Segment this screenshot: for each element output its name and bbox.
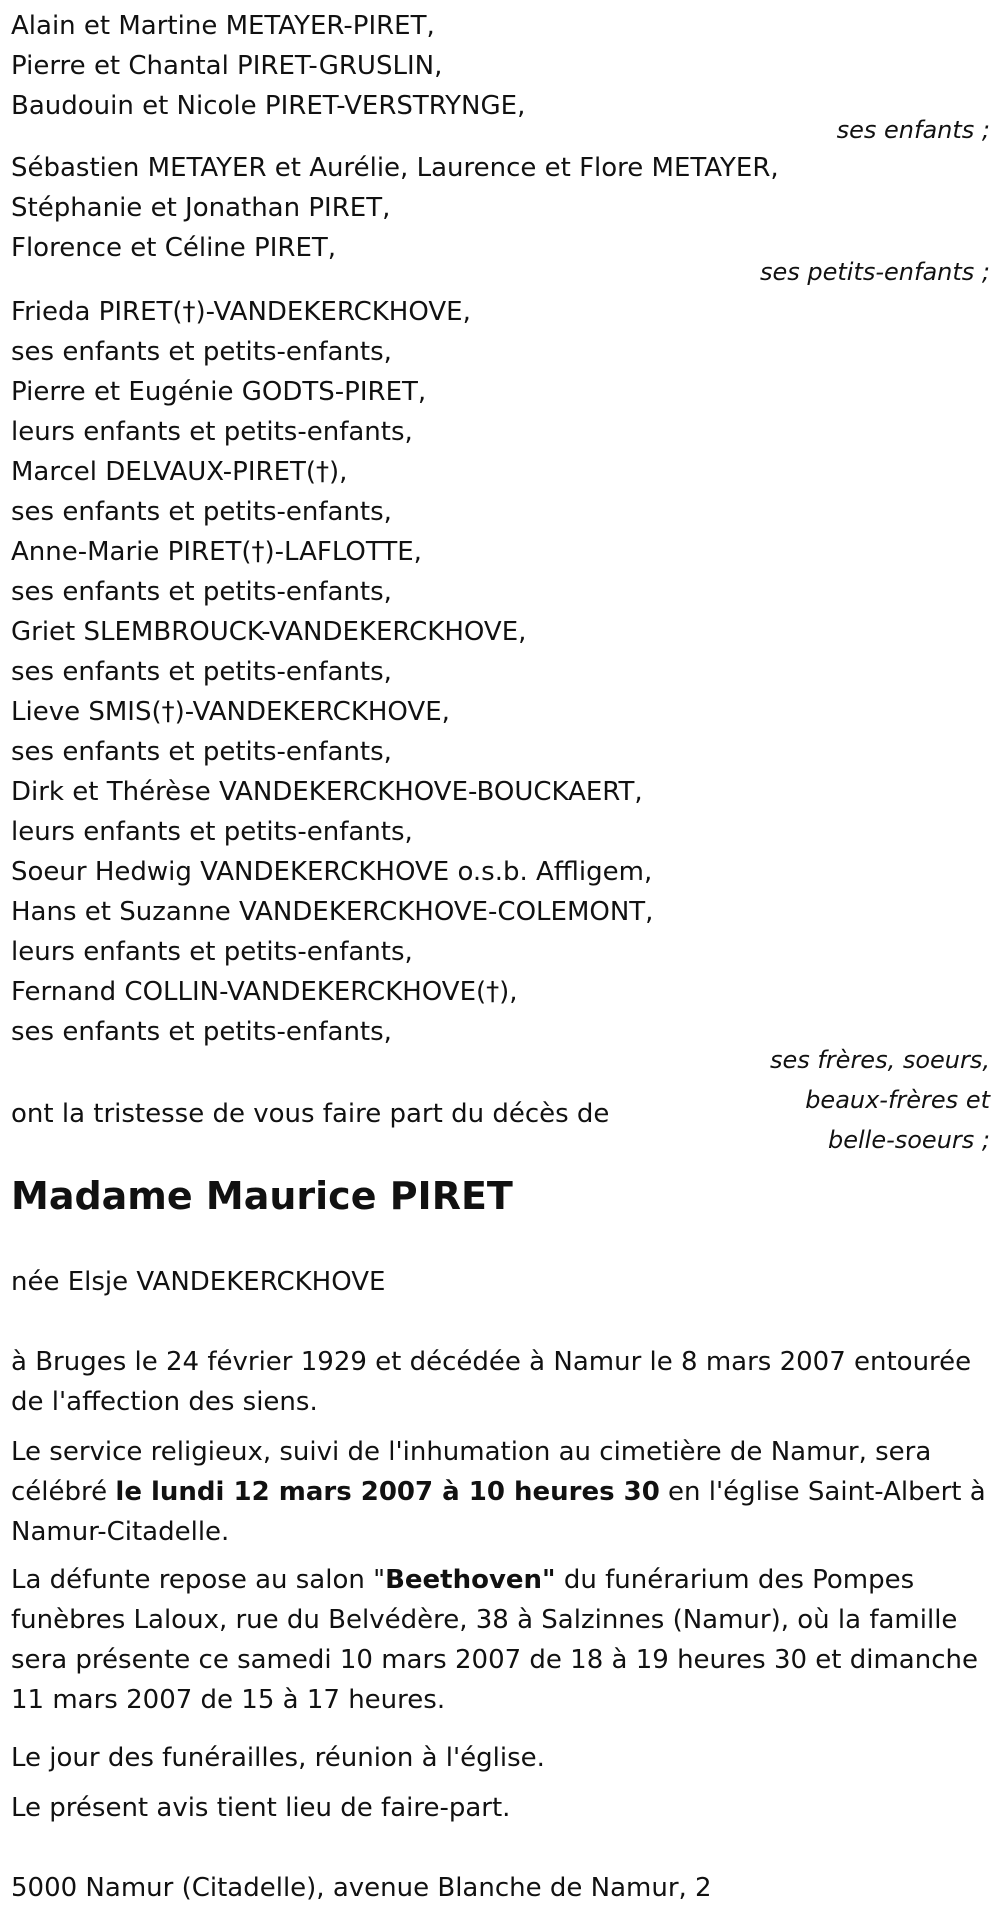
service-date: le lundi 12 mars 2007 à 10 heures 30 <box>115 1477 660 1507</box>
repose-paragraph <box>11 1560 991 1720</box>
child-line: Baudouin et Nicole PIRET-VERSTRYNGE, <box>11 91 526 121</box>
sibling-line: Soeur Hedwig VANDEKERCKHOVE o.s.b. Affligem, <box>11 857 653 887</box>
sibling-line: leurs enfants et petits-enfants, <box>11 417 413 447</box>
deceased-name: Madame Maurice PIRET <box>11 1174 513 1218</box>
service-paragraph <box>11 1432 991 1552</box>
notice-paragraph: Le présent avis tient lieu de faire-part. <box>11 1793 511 1823</box>
address-line: 5000 Namur (Citadelle), avenue Blanche de Namur, 2 <box>11 1873 712 1903</box>
sibling-line: ses enfants et petits-enfants, <box>11 577 392 607</box>
siblings-role-line: beaux-frères et <box>805 1086 990 1114</box>
sibling-line: ses enfants et petits-enfants, <box>11 337 392 367</box>
sibling-line: leurs enfants et petits-enfants, <box>11 817 413 847</box>
maiden-name: née Elsje VANDEKERCKHOVE <box>11 1267 386 1297</box>
service-location: en l'église Saint-Albert à Namur-Citadelle. <box>11 1477 986 1547</box>
repose-details: du funérarium des Pompes funèbres Laloux, rue du Belvédère, 38 à Salzinnes (Namur), où la famille sera présente ce samedi 10 mars 2007 de 18 à 19 heures 30 et dimanche 11 mars 2007 de 15 à 17 heures. <box>11 1565 978 1715</box>
child-line: Alain et Martine METAYER-PIRET, <box>11 11 435 41</box>
siblings-role-line: belle-soeurs ; <box>827 1126 990 1154</box>
sibling-line: Griet SLEMBROUCK-VANDEKERCKHOVE, <box>11 617 527 647</box>
grandchild-line: Florence et Céline PIRET, <box>11 233 337 263</box>
sibling-line: Anne-Marie PIRET(†)-LAFLOTTE, <box>11 537 422 567</box>
meeting-paragraph: Le jour des funérailles, réunion à l'église. <box>11 1743 545 1773</box>
sibling-line: leurs enfants et petits-enfants, <box>11 937 413 967</box>
sibling-line: ses enfants et petits-enfants, <box>11 1017 392 1047</box>
sibling-line: Hans et Suzanne VANDEKERCKHOVE-COLEMONT, <box>11 897 654 927</box>
children-role: ses enfants ; <box>836 116 990 144</box>
sibling-line: Frieda PIRET(†)-VANDEKERCKHOVE, <box>11 297 471 327</box>
service-text: Le service religieux, suivi de l'inhumation au cimetière de Namur, sera célébré <box>11 1437 932 1507</box>
grandchildren-role: ses petits-enfants ; <box>759 258 990 286</box>
sibling-line: Lieve SMIS(†)-VANDEKERCKHOVE, <box>11 697 450 727</box>
repose-text: La défunte repose au salon " <box>11 1565 386 1595</box>
sibling-line: Fernand COLLIN-VANDEKERCKHOVE(†), <box>11 977 518 1007</box>
grandchild-line: Sébastien METAYER et Aurélie, Laurence et Flore METAYER, <box>11 153 779 183</box>
grandchild-line: Stéphanie et Jonathan PIRET, <box>11 193 391 223</box>
sibling-line: Dirk et Thérèse VANDEKERCKHOVE-BOUCKAERT, <box>11 777 643 807</box>
sibling-line: Marcel DELVAUX-PIRET(†), <box>11 457 348 487</box>
child-line: Pierre et Chantal PIRET-GRUSLIN, <box>11 51 443 81</box>
siblings-role-line: ses frères, soeurs, <box>769 1046 990 1074</box>
sibling-line: Pierre et Eugénie GODTS-PIRET, <box>11 377 427 407</box>
sibling-line: ses enfants et petits-enfants, <box>11 657 392 687</box>
sibling-line: ses enfants et petits-enfants, <box>11 737 392 767</box>
birth-death-paragraph: à Bruges le 24 février 1929 et décédée à Namur le 8 mars 2007 entourée de l'affection des siens. <box>11 1347 972 1417</box>
salon-name: Beethoven" <box>385 1565 556 1595</box>
sibling-line: ses enfants et petits-enfants, <box>11 497 392 527</box>
announcement-text: ont la tristesse de vous faire part du décès de <box>11 1099 610 1129</box>
